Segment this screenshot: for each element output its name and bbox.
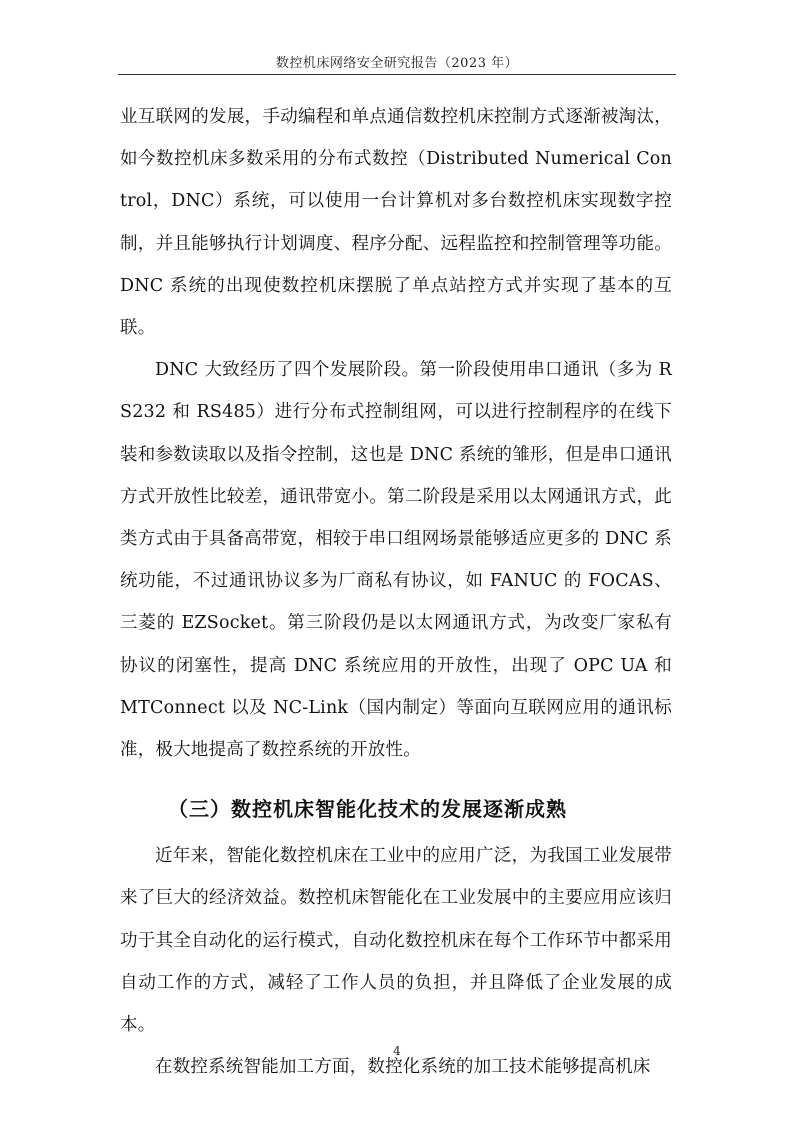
header-rule: [118, 74, 676, 75]
running-header: 数控机床网络安全研究报告（2023 年）: [275, 56, 519, 71]
paragraph-continued: 业互联网的发展，手动编程和单点通信数控机床控制方式逐渐被淘汰，如今数控机床多数采用的分布式数控（Distributed Numerical Control，DNC）系统，可以使用一台计算机对多台数控机床实现数字控制，并且能够执行计划调度、程序分配、远程监控和控制管理等功能。DNC 系统的出现使数控机床摆脱了单点站控方式并实现了基本的互联。: [120, 107, 672, 339]
page-number: 4: [393, 1044, 401, 1058]
section-heading: （三）数控机床智能化技术的发展逐渐成熟: [168, 797, 567, 822]
body-text: [120, 96, 672, 1088]
paragraph-dnc-stages: DNC 大致经历了四个发展阶段。第一阶段使用串口通讯（多为 RS232 和 RS485）进行分布式控制组网，可以进行控制程序的在线下装和参数读取以及指令控制，这也是 DNC 系统的雏形，但是串口通讯方式开放性比较差，通讯带宽小。第二阶段是采用以太网通讯方式，此类方式由于具备高带宽，相较于串口组网场景能够适应更多的 DNC 系统功能，不过通讯协议多为厂商私有协议，如 FANUC 的 FOCAS、三菱的 EZSocket。第三阶段仍是以太网通讯方式，为改变厂家私有协议的闭塞性，提高 DNC 系统应用的开放性，出现了 OPC UA 和 MTConnect 以及 NC-Link（国内制定）等面向互联网应用的通讯标准，极大地提高了数控系统的开放性。: [120, 360, 672, 761]
paragraph-intelligent-machines: 近年来，智能化数控机床在工业中的应用广泛，为我国工业发展带来了巨大的经济效益。数控机床智能化在工业发展中的主要应用应该归功于其全自动化的运行模式，自动化数控机床在每个工作环节中都采用自动工作的方式，减轻了工作人员的负担，并且降低了企业发展的成本。: [120, 846, 672, 1036]
paragraph-intelligent-processing: 在数控系统智能加工方面，数控化系统的加工技术能够提高机床: [155, 1057, 651, 1078]
